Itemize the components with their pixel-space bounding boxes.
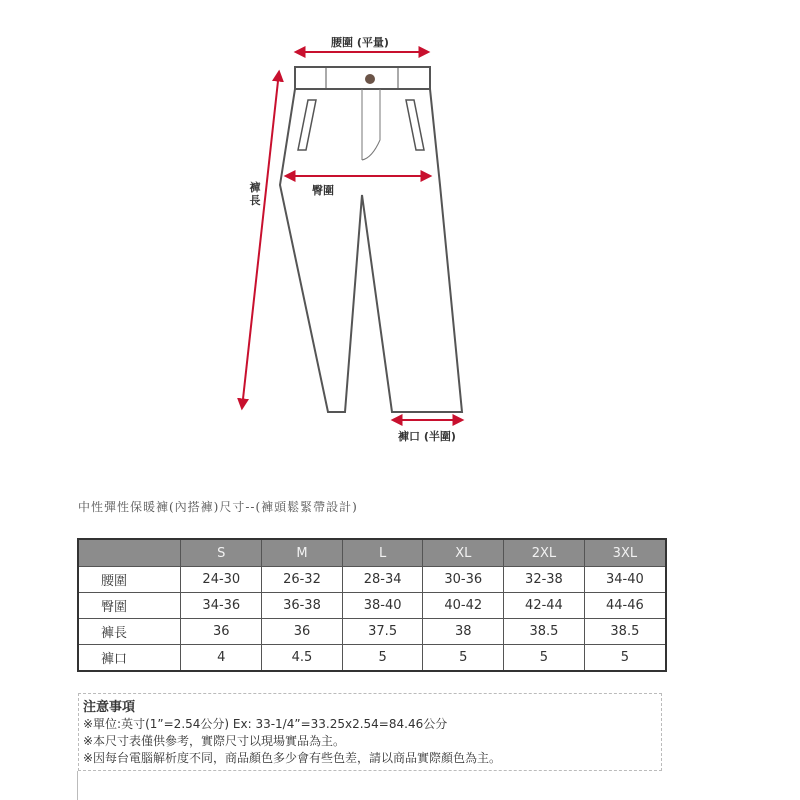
table-cell: 44-46 (584, 593, 666, 619)
row-label: 褲長 (78, 619, 181, 645)
header-cell: XL (423, 539, 504, 567)
notes-heading: 注意事項 (83, 700, 136, 715)
table-cell: 34-36 (181, 593, 262, 619)
table-cell: 38-40 (342, 593, 423, 619)
hip-label: 臀圍 (312, 184, 334, 197)
table-cell: 38 (423, 619, 504, 645)
notes-line: ※本尺寸表僅供參考，實際尺寸以現場實品為主。 (83, 734, 346, 748)
table-cell: 24-30 (181, 567, 262, 593)
pants-outline (280, 89, 462, 412)
header-cell: L (342, 539, 423, 567)
length-label: 褲長 (249, 181, 261, 207)
waist-label: 腰圍 (平量) (331, 36, 389, 49)
waist-button-icon (365, 74, 375, 84)
header-cell (78, 539, 181, 567)
table-row (78, 645, 666, 672)
table-cell: 5 (584, 645, 666, 672)
table-cell: 5 (342, 645, 423, 672)
row-label: 褲口 (78, 645, 181, 672)
table-cell: 34-40 (584, 567, 666, 593)
table-cell: 40-42 (423, 593, 504, 619)
table-cell: 26-32 (262, 567, 343, 593)
right-pocket (406, 100, 424, 150)
table-cell: 36-38 (262, 593, 343, 619)
header-cell: M (262, 539, 343, 567)
notes-line: ※單位:英寸(1”=2.54公分) Ex: 33-1/4”=33.25x2.54=84.46公分 (83, 717, 448, 731)
table-cell: 38.5 (504, 619, 585, 645)
header-cell: S (181, 539, 262, 567)
waistband (295, 67, 430, 89)
table-cell: 28-34 (342, 567, 423, 593)
length-arrow (242, 72, 279, 408)
notes-line: ※因每台電腦解析度不同，商品顏色多少會有些色差，請以商品實際顏色為主。 (83, 751, 502, 765)
size-table (77, 538, 667, 672)
table-cell: 5 (504, 645, 585, 672)
table-header-row (78, 539, 666, 567)
table-cell: 5 (423, 645, 504, 672)
header-cell: 3XL (584, 539, 666, 567)
table-cell: 36 (262, 619, 343, 645)
table-cell: 38.5 (584, 619, 666, 645)
row-label: 腰圍 (78, 567, 181, 593)
table-cell: 36 (181, 619, 262, 645)
notes-box (78, 693, 662, 771)
pants-fly (362, 89, 380, 160)
hem-label: 褲口 (半圍) (398, 430, 456, 443)
table-cell: 42-44 (504, 593, 585, 619)
table-cell: 4.5 (262, 645, 343, 672)
table-cell: 4 (181, 645, 262, 672)
table-cell: 30-36 (423, 567, 504, 593)
divider (77, 771, 78, 800)
table-row (78, 593, 666, 619)
product-title: 中性彈性保暖褲(內搭褲)尺寸--(褲頭鬆緊帶設計) (78, 500, 358, 514)
table-row (78, 567, 666, 593)
table-cell: 32-38 (504, 567, 585, 593)
row-label: 臀圍 (78, 593, 181, 619)
table-row (78, 619, 666, 645)
left-pocket (298, 100, 316, 150)
header-cell: 2XL (504, 539, 585, 567)
table-cell: 37.5 (342, 619, 423, 645)
